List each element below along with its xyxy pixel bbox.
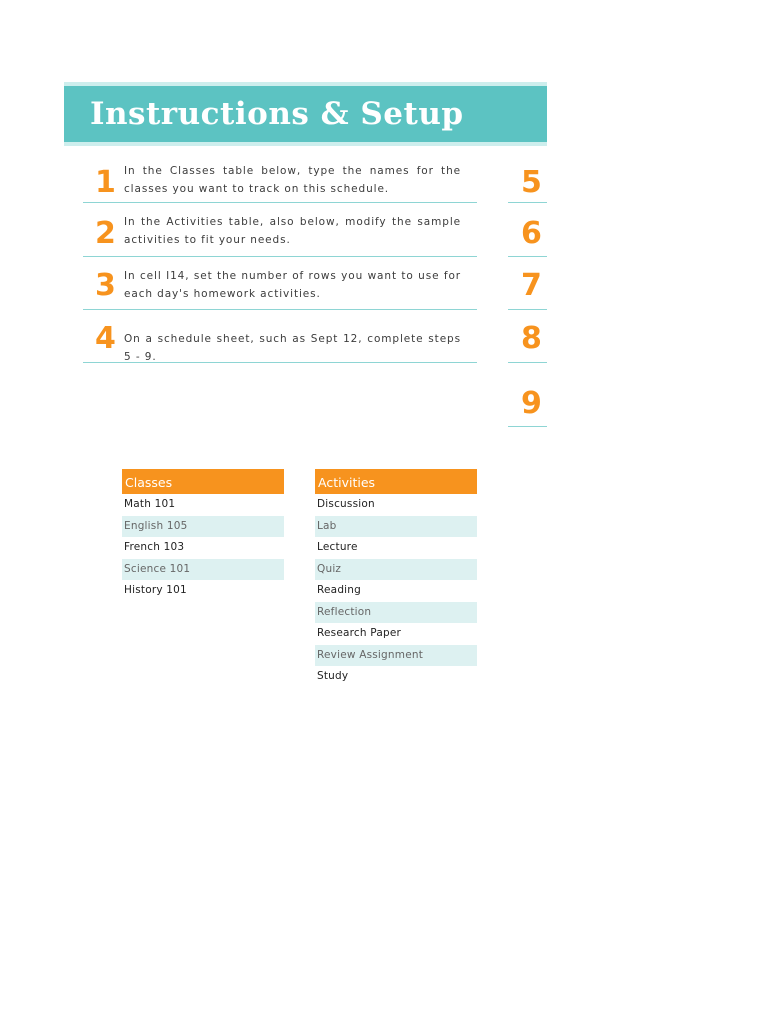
table-row[interactable]: Math 101 (124, 498, 176, 510)
step-5-marker (508, 152, 547, 203)
step-3 (83, 257, 477, 310)
step-number: 2 (95, 216, 116, 251)
activities-table (315, 469, 477, 688)
page-title: Instructions & Setup (90, 96, 464, 132)
step-text: In cell I14, set the number of rows you want to use for each day's homework activities. (124, 270, 461, 300)
step-number: 8 (521, 321, 542, 356)
step-text: In the Activities table, also below, modify the sample activities to fit your needs. (124, 216, 461, 246)
table-row[interactable]: Review Assignment (315, 645, 477, 667)
title-banner (64, 82, 547, 146)
table-row[interactable]: Research Paper (317, 627, 402, 639)
step-number: 3 (95, 268, 116, 303)
step-number: 7 (521, 268, 542, 303)
table-row[interactable]: History 101 (124, 584, 187, 596)
step-number: 4 (95, 321, 116, 356)
classes-header[interactable]: Classes (122, 469, 284, 494)
step-7-marker (508, 257, 547, 310)
table-row[interactable]: Discussion (317, 498, 375, 510)
step-1 (83, 152, 477, 203)
step-8-marker (508, 310, 547, 363)
table-row[interactable]: Lab (315, 516, 477, 538)
step-text: On a schedule sheet, such as Sept 12, complete steps 5 - 9. (124, 333, 461, 363)
step-2 (83, 203, 477, 257)
step-text: In the Classes table below, type the names for the classes you want to track on this schedule. (124, 165, 461, 195)
step-number: 6 (521, 216, 542, 251)
step-4 (83, 310, 477, 363)
step-number: 5 (521, 165, 542, 200)
step-number: 9 (521, 386, 542, 421)
activities-header[interactable]: Activities (315, 469, 477, 494)
table-row[interactable]: Quiz (315, 559, 477, 581)
table-row[interactable]: Reading (317, 584, 362, 596)
step-6-marker (508, 203, 547, 257)
table-row[interactable]: Science 101 (122, 559, 284, 581)
classes-table (122, 469, 284, 602)
table-row[interactable]: Lecture (317, 541, 358, 553)
table-row[interactable]: Study (317, 670, 349, 682)
table-row[interactable]: English 105 (122, 516, 284, 538)
table-row[interactable]: French 103 (124, 541, 185, 553)
table-row[interactable]: Reflection (315, 602, 477, 624)
step-9-marker (508, 363, 547, 427)
step-number: 1 (95, 165, 116, 200)
